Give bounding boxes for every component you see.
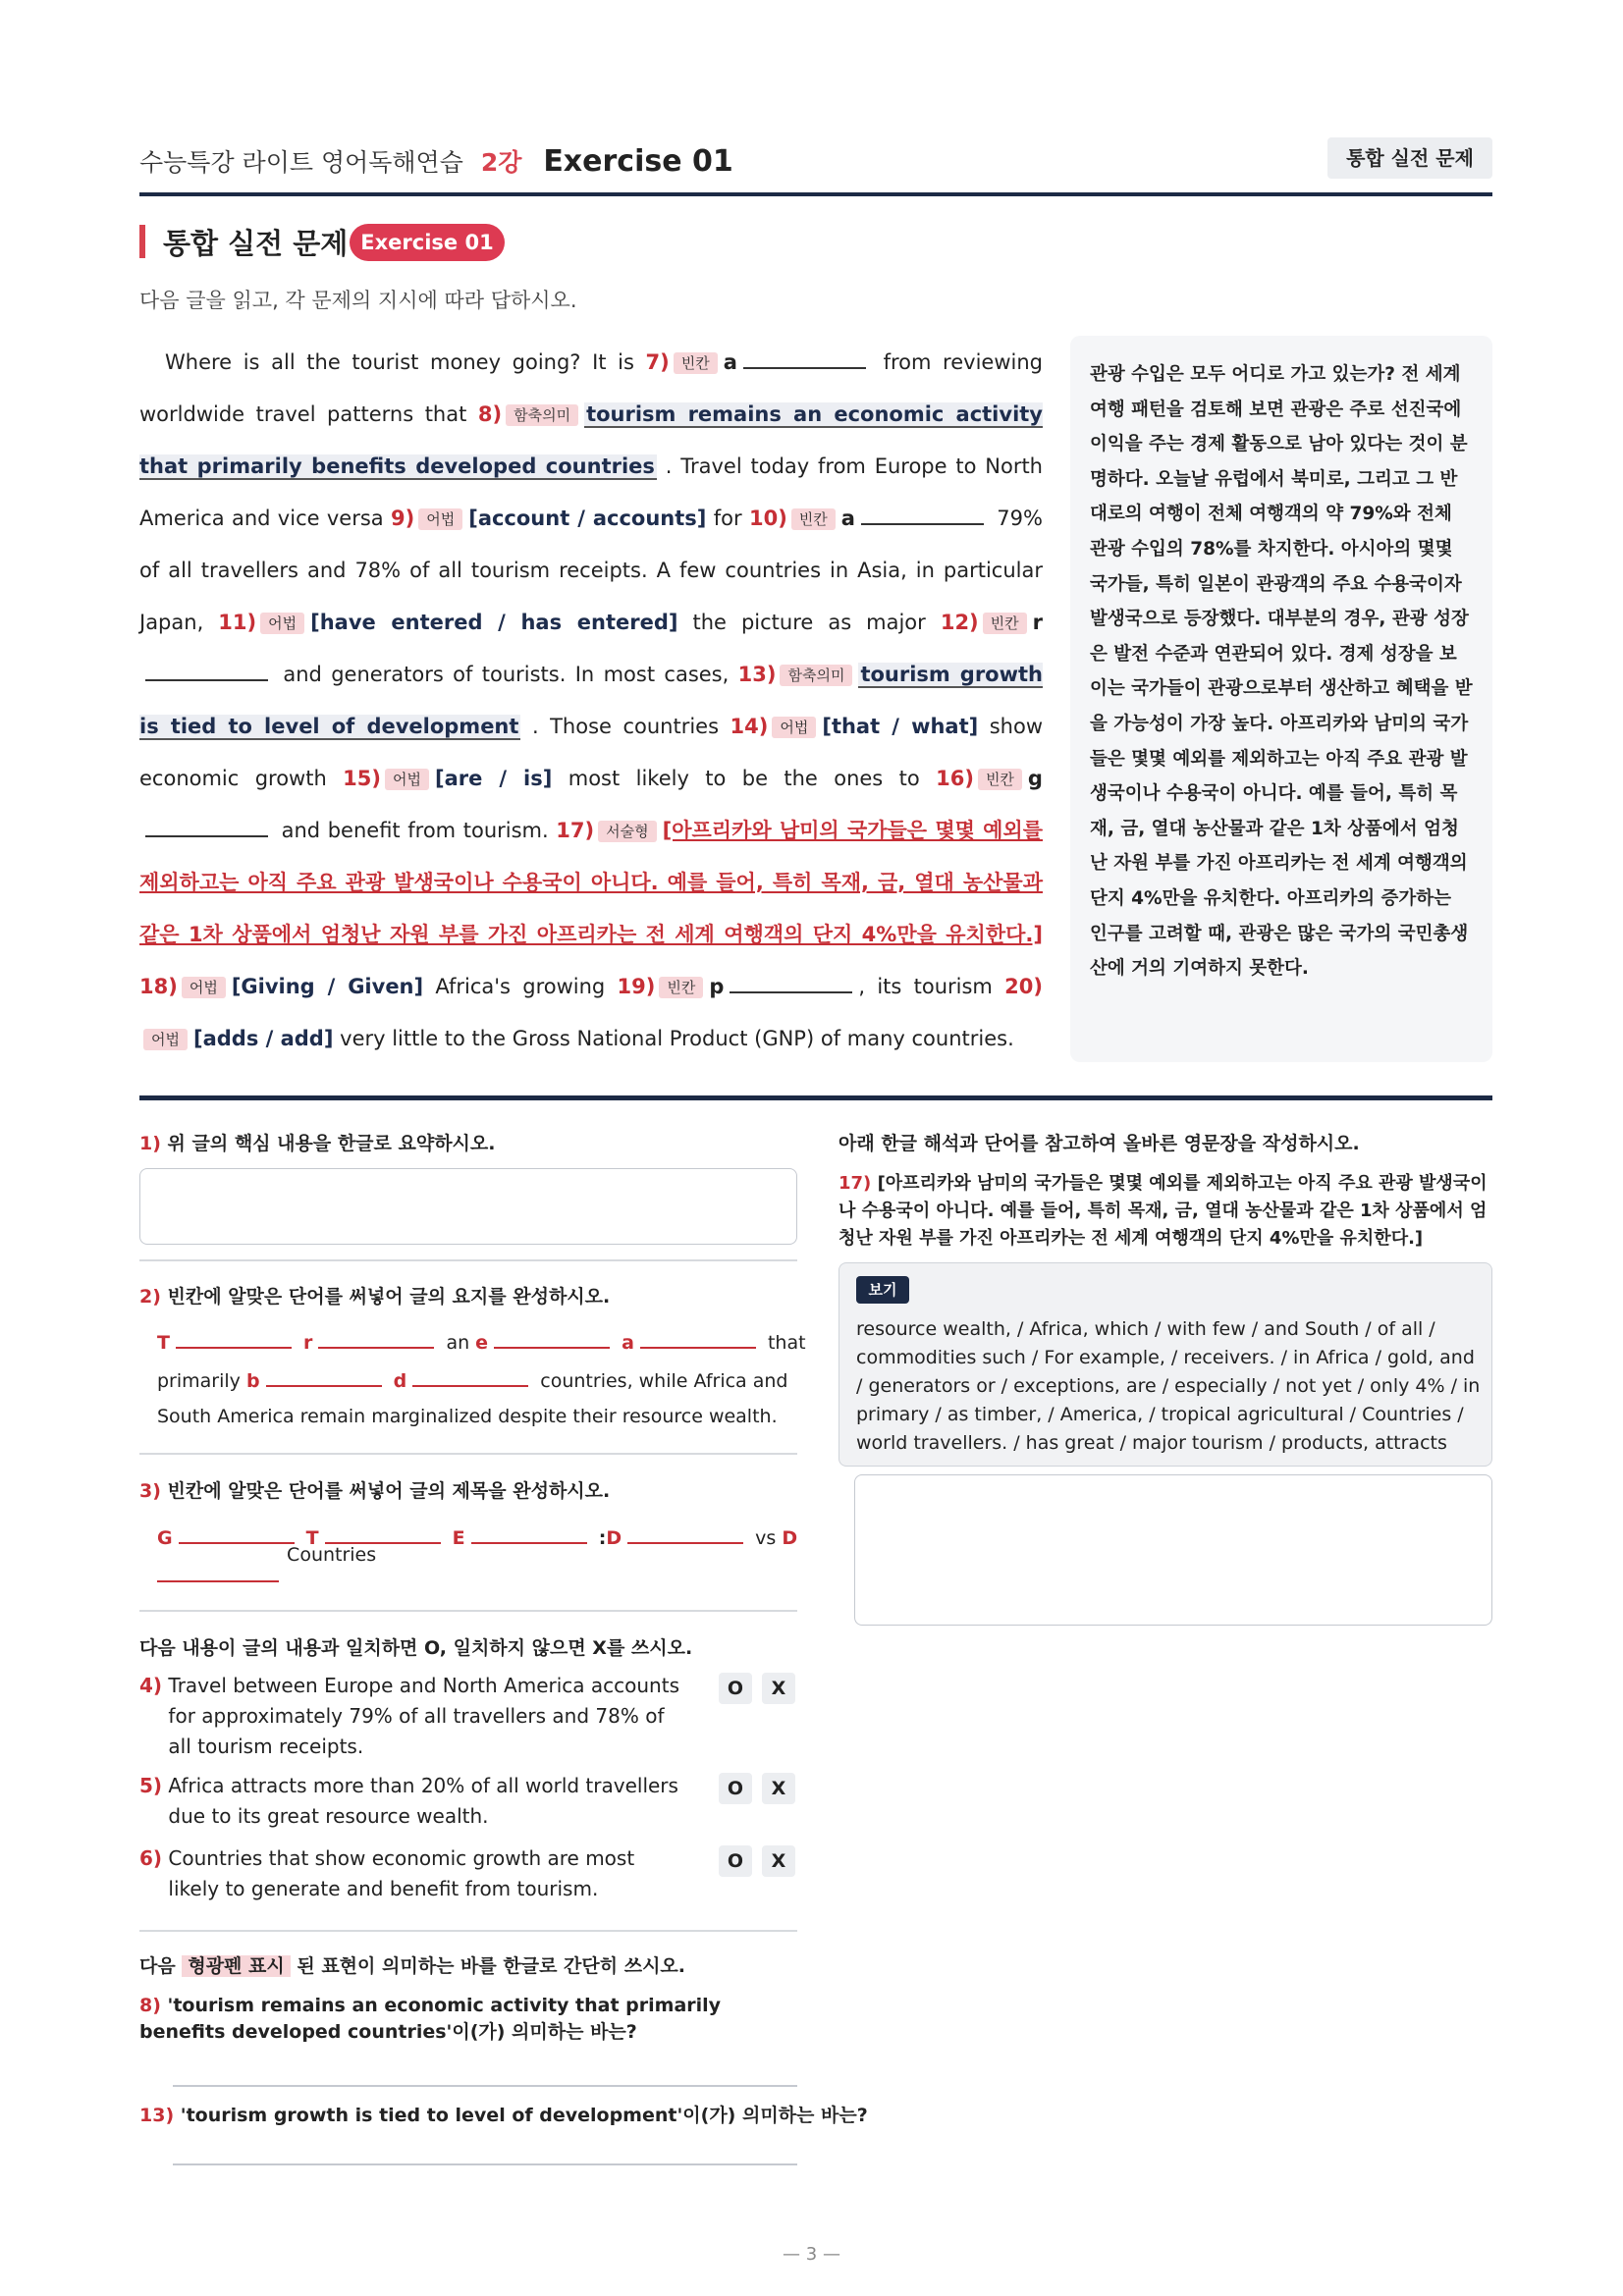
- question-separator: [139, 1453, 797, 1455]
- writing-instruction: 아래 한글 해석과 단어를 참고하여 올바른 영문장을 작성하시오.: [839, 1133, 1360, 1154]
- blank-line[interactable]: [157, 1563, 279, 1582]
- blank-letter: G: [157, 1527, 173, 1549]
- question-number: 10): [748, 507, 787, 530]
- blank-19[interactable]: [730, 970, 852, 993]
- blank-line[interactable]: [627, 1524, 743, 1544]
- blank-12[interactable]: [145, 658, 268, 681]
- question-text: 'tourism growth is tied to level of development'이(가) 의미하는 바는?: [180, 2105, 868, 2126]
- lesson-number: 2강: [480, 148, 522, 177]
- passage-text: from reviewing worldwide travel patterns that: [139, 350, 1043, 426]
- exercise-pill: Exercise 01: [350, 224, 505, 261]
- question-number: 7): [645, 350, 670, 374]
- blank-letter: e: [475, 1332, 489, 1354]
- header-badge: 통합 실전 문제: [1327, 137, 1492, 179]
- blank-line[interactable]: [325, 1524, 441, 1544]
- instruction-text: 다음: [139, 1955, 176, 1977]
- question-8: [139, 1993, 768, 2046]
- question-number: 1): [139, 1133, 161, 1154]
- question-number: 3): [139, 1480, 161, 1502]
- blank-letter: D: [782, 1527, 798, 1549]
- grammar-choice[interactable]: [that / what]: [822, 715, 979, 738]
- header-title: [139, 143, 733, 179]
- blank-letter: a: [723, 350, 737, 374]
- question-text: 빈칸에 알맞은 단어를 써넣어 글의 요지를 완성하시오.: [167, 1286, 611, 1308]
- highlighted-phrase: tourism growth is tied to level of development: [139, 663, 1043, 738]
- o-option[interactable]: O: [719, 1773, 752, 1804]
- blank-7[interactable]: [743, 346, 866, 369]
- question-3: [139, 1476, 610, 1503]
- passage-text: and benefit from tourism.: [281, 819, 549, 842]
- question-number: 20): [1004, 975, 1043, 998]
- word-bank-label: 보기: [856, 1276, 909, 1304]
- blank-line[interactable]: [179, 1524, 295, 1544]
- question-separator: [139, 1259, 797, 1261]
- question-number: 5): [139, 1774, 163, 1797]
- blank-letter: b: [245, 1370, 260, 1392]
- colon: :: [598, 1527, 607, 1549]
- question-number: 15): [343, 767, 381, 790]
- question-separator: [139, 1610, 797, 1612]
- question-number: 16): [936, 767, 974, 790]
- word: an: [446, 1332, 470, 1354]
- title-line-1: [157, 1524, 797, 1549]
- passage-text: Where is all the tourist money going? It is: [165, 350, 634, 374]
- blank-letter: T: [305, 1527, 319, 1549]
- question-number: 18): [139, 975, 178, 998]
- question-text: [아프리카와 남미의 국가들은 몇몇 예외를 제외하고는 아직 주요 관광 발생국이나 수용국이 아니다. 예를 들어, 특히 목재, 금, 열대 농산물과 같은 1차 상품에서 엄청난 자원 부를 가진 아프리카는 전 세계 여행객의 단지 4%만을 유치한다.]: [839, 1173, 1488, 1249]
- question-number: 19): [617, 975, 656, 998]
- grammar-choice[interactable]: [adds / add]: [192, 1027, 334, 1050]
- blank-letter: d: [393, 1370, 407, 1392]
- section-accent-bar: [139, 225, 145, 258]
- title-line-2: [157, 1544, 380, 1587]
- blank-line[interactable]: [412, 1367, 528, 1387]
- highlighted-phrase: tourism remains an economic activity that primarily benefits developed countries: [139, 402, 1043, 478]
- question-tag: 빈칸: [674, 352, 718, 374]
- question-separator: [139, 1930, 797, 1932]
- blank-letter: D: [606, 1527, 622, 1549]
- word-bank-words: resource wealth, / Africa, which / with few / and South / of all / commodities such / For example, / receivers. / in Africa / gold, and / generators or / exceptions, are / especially / not yet / only 4% / in primary / as timber, / America, / tropical agricultural / Countries / world travellers. / has great / major tourism / products, attracts: [856, 1318, 1481, 1454]
- x-option[interactable]: X: [762, 1673, 795, 1704]
- blank-line[interactable]: [176, 1329, 292, 1349]
- answer-line-8[interactable]: [173, 2085, 797, 2087]
- question-tag: 서술형: [598, 821, 656, 842]
- word: countries, while Africa and: [540, 1370, 788, 1392]
- question-text: 위 글의 핵심 내용을 한글로 요약하시오.: [167, 1133, 496, 1154]
- question-number: 8): [477, 402, 503, 426]
- page-number: — 3 —: [783, 2244, 840, 2265]
- question-tag: 어법: [143, 1029, 188, 1050]
- meaning-instruction: [139, 1951, 685, 1978]
- passage-text: . Travel today from Europe to North America and vice versa: [139, 454, 1043, 530]
- word: primarily: [157, 1370, 241, 1392]
- passage-text: . Those countries: [531, 715, 720, 738]
- gist-line-1: [157, 1329, 806, 1354]
- passage-text: 79% of all travellers and 78% of all tourism receipts. A few countries in Asia, in particular Japan,: [139, 507, 1043, 634]
- blank-line[interactable]: [640, 1329, 756, 1349]
- blank-letter: r: [1032, 611, 1043, 634]
- question-tag: 어법: [385, 769, 429, 790]
- ox-instruction: 다음 내용이 글의 내용과 일치하면 O, 일치하지 않으면 X를 쓰시오.: [139, 1637, 693, 1659]
- question-number: 9): [391, 507, 415, 530]
- blank-letter: T: [157, 1332, 170, 1354]
- answer-box-1[interactable]: [139, 1168, 797, 1245]
- question-number: 13): [737, 663, 777, 686]
- question-number: 11): [218, 611, 257, 634]
- question-number: 2): [139, 1286, 161, 1308]
- korean-sentence-17: [아프리카와 남미의 국가들은 몇몇 예외를 제외하고는 아직 주요 관광 발생국이나 수용국이 아니다. 예를 들어, 특히 목재, 금, 열대 농산물과 같은 1차 상품에서 엄청난 자원 부를 가진 아프리카는 전 세계 여행객의 단지 4%만을 유치한다.]: [139, 819, 1043, 946]
- ox-item-5: [139, 1771, 699, 1832]
- statement-text: Countries that show economic growth are most likely to generate and benefit from tourism.: [168, 1846, 635, 1900]
- question-text: 'tourism remains an economic activity that primarily benefits developed countries'이(가) 의미하는 바는?: [139, 1995, 722, 2043]
- blank-letter: g: [1027, 767, 1043, 790]
- grammar-choice[interactable]: [have entered / has entered]: [310, 611, 678, 634]
- passage-text: show economic growth: [139, 715, 1044, 790]
- question-tag: 빈칸: [983, 613, 1027, 634]
- course-name: 수능특강 라이트 영어독해연습: [139, 148, 463, 177]
- word: vs: [755, 1527, 777, 1549]
- blank-line[interactable]: [471, 1524, 587, 1544]
- question-tag: 어법: [260, 613, 304, 634]
- question-2: [139, 1282, 610, 1308]
- question-tag: 어법: [182, 977, 226, 998]
- section-title: 통합 실전 문제: [163, 227, 349, 260]
- gist-line-2: [157, 1367, 788, 1392]
- question-number: 17): [839, 1173, 872, 1194]
- question-1: [139, 1129, 496, 1155]
- passage-text: and generators of tourists. In most cases,: [283, 663, 730, 686]
- passage-text: very little to the Gross National Product (GNP) of many countries.: [340, 1027, 1014, 1050]
- blank-10[interactable]: [861, 502, 984, 525]
- question-tag: 함축의미: [506, 404, 578, 426]
- question-13: [139, 2101, 868, 2127]
- gist-line-3: South America remain marginalized despite their resource wealth.: [157, 1406, 778, 1427]
- question-text: 빈칸에 알맞은 단어를 써넣어 글의 제목을 완성하시오.: [167, 1480, 611, 1502]
- question-number: 14): [730, 715, 769, 738]
- translation-box: 관광 수입은 모두 어디로 가고 있는가? 전 세계 여행 패턴을 검토해 보면 관광은 주로 선진국에 이익을 주는 경제 활동으로 남아 있다는 것이 분명하다. 오늘날 유럽에서 북미로, 그리고 그 반대로의 여행이 전체 여행객의 약 79%와 전체 관광 수입의 78%를 차지한다. 아시아의 몇몇 국가들, 특히 일본이 관광객의 주요 수용국이자 발생국으로 등장했다. 대부분의 경우, 관광 성장은 발전 수준과 연관되어 있다. 경제 성장을 보이는 국가들이 관광으로부터 생산하고 혜택을 받을 가능성이 가장 높다. 아프리카와 남미의 국가들은 몇몇 예외를 제외하고는 아직 주요 관광 발생국이나 수용국이 아니다. 예를 들어, 특히 목재, 금, 열대 농산물과 같은 1차 상품에서 엄청난 자원 부를 가진 아프리카는 전 세계 여행객의 단지 4%만을 유치한다. 아프리카의 증가하는 인구를 고려할 때, 관광은 많은 국가의 국민총생산에 거의 기여하지 못한다.: [1070, 336, 1492, 1062]
- blank-letter: a: [622, 1332, 634, 1354]
- passage-text: the picture as major: [692, 611, 926, 634]
- question-tag: 빈칸: [791, 508, 836, 530]
- blank-line[interactable]: [318, 1329, 434, 1349]
- blank-letter: a: [840, 507, 855, 530]
- question-number: 8): [139, 1995, 161, 2016]
- question-number: 4): [139, 1674, 163, 1697]
- instruction-text: 다음 글을 읽고, 각 문제의 지시에 따라 답하시오.: [139, 289, 577, 312]
- passage-text: , its tourism: [858, 975, 993, 998]
- question-tag: 어법: [772, 717, 816, 738]
- question-tag: 빈칸: [978, 769, 1022, 790]
- grammar-choice[interactable]: [are / is]: [434, 767, 553, 790]
- x-option[interactable]: X: [762, 1773, 795, 1804]
- o-option[interactable]: O: [719, 1673, 752, 1704]
- statement-text: Travel between Europe and North America accounts for approximately 79% of all travellers and 78% of all tourism receipts.: [168, 1674, 679, 1758]
- instruction-text: 된 표현이 의미하는 바를 한글로 간단히 쓰시오.: [297, 1955, 685, 1977]
- question-tag: 어법: [418, 508, 462, 530]
- grammar-choice[interactable]: [account / accounts]: [468, 507, 707, 530]
- blank-16[interactable]: [145, 814, 268, 837]
- question-number: 13): [139, 2105, 175, 2126]
- blank-line[interactable]: [266, 1367, 382, 1387]
- reading-passage: [139, 337, 1043, 1065]
- word: Countries: [287, 1544, 377, 1566]
- blank-letter: E: [452, 1527, 465, 1549]
- ox-item-6: [139, 1843, 699, 1904]
- grammar-choice[interactable]: [Giving / Given]: [231, 975, 424, 998]
- statement-text: Africa attracts more than 20% of all world travellers due to its great resource wealth.: [168, 1774, 678, 1828]
- ox-item-4: [139, 1671, 699, 1762]
- blank-letter: r: [303, 1332, 313, 1354]
- o-option[interactable]: O: [719, 1845, 752, 1877]
- answer-box-17[interactable]: [854, 1474, 1492, 1626]
- passage-text: Africa's growing: [435, 975, 606, 998]
- passage-text: for: [713, 507, 742, 530]
- header-divider: [139, 192, 1492, 196]
- blank-line[interactable]: [494, 1329, 610, 1349]
- question-number: 17): [556, 819, 595, 842]
- passage-text: most likely to be the ones to: [568, 767, 920, 790]
- question-number: 6): [139, 1846, 163, 1870]
- section-divider: [139, 1095, 1492, 1100]
- answer-line-13[interactable]: [173, 2163, 797, 2165]
- word: that: [767, 1332, 806, 1354]
- highlight-label: 형광펜 표시: [182, 1955, 290, 1977]
- question-tag: 빈칸: [659, 977, 703, 998]
- question-number: 12): [940, 611, 979, 634]
- question-17: [839, 1170, 1492, 1253]
- question-tag: 함축의미: [780, 665, 852, 686]
- x-option[interactable]: X: [762, 1845, 795, 1877]
- exercise-title: Exercise 01: [543, 144, 733, 179]
- blank-letter: p: [709, 975, 725, 998]
